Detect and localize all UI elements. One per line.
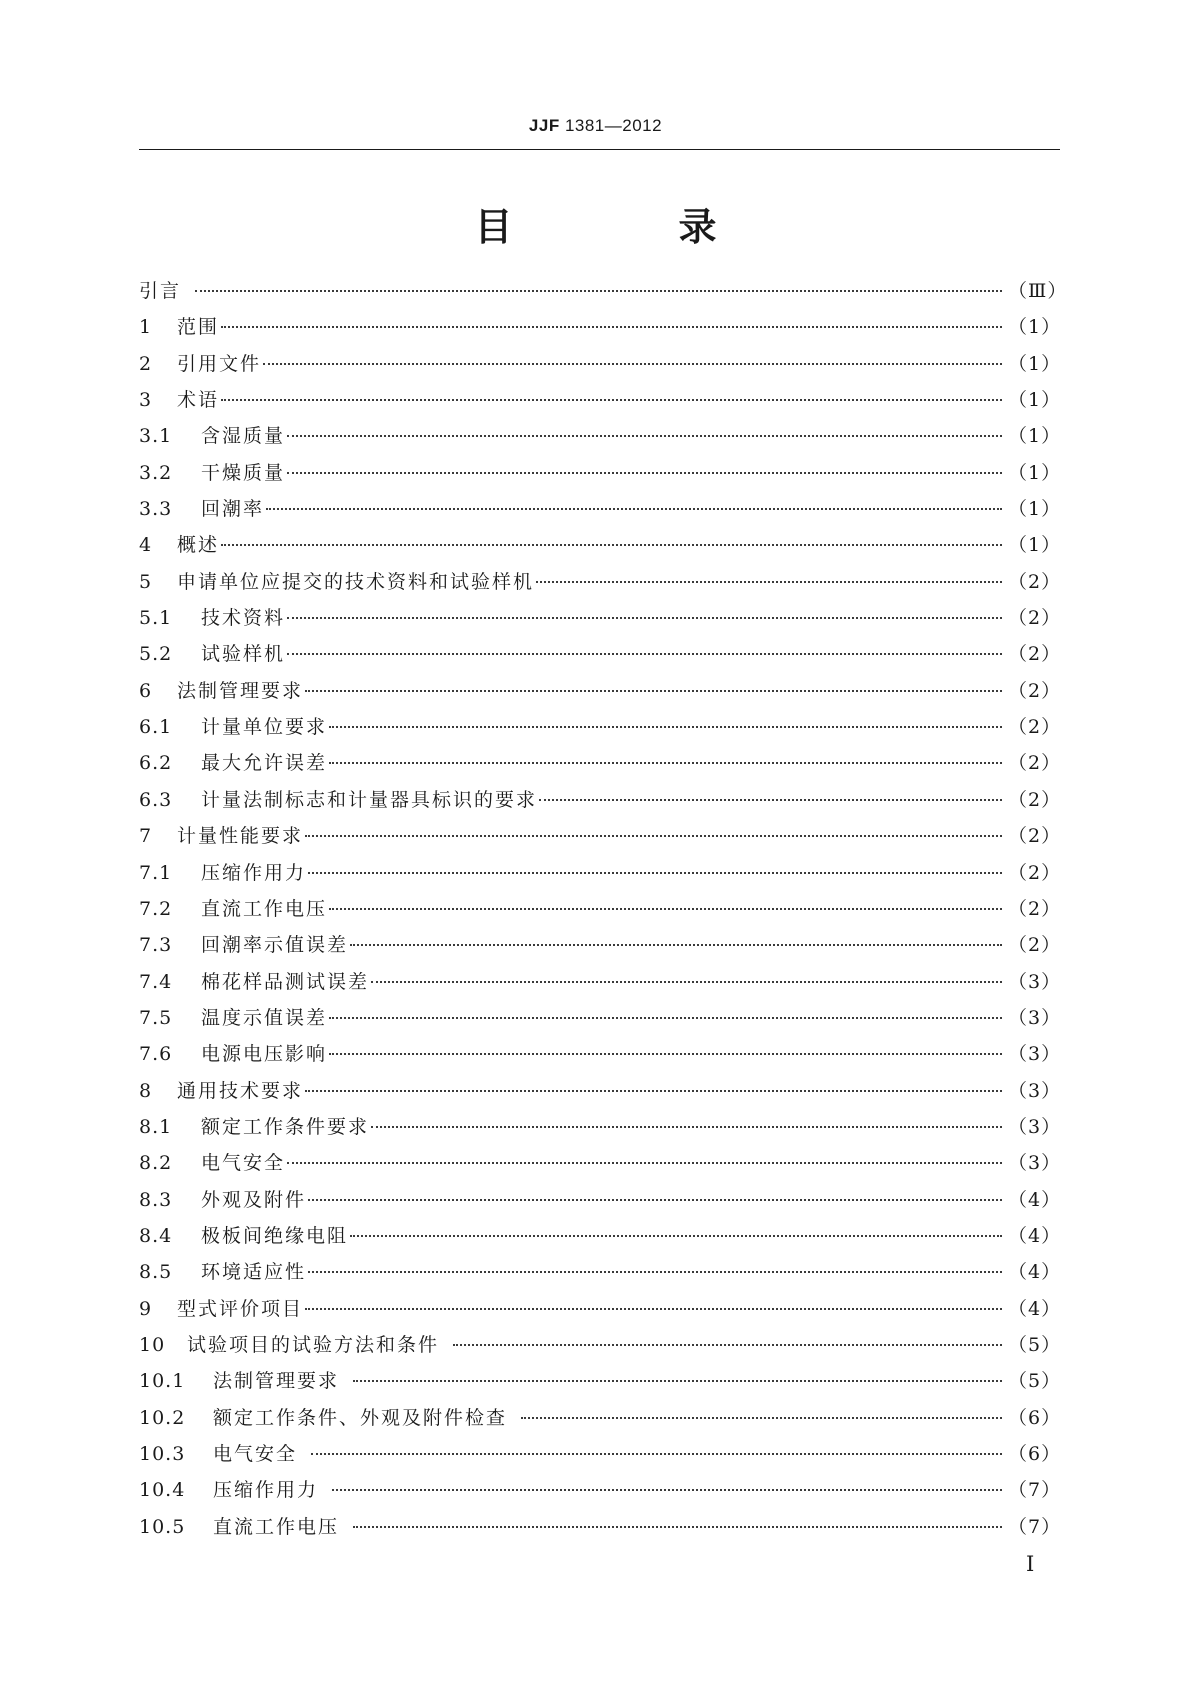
toc-dot-leader <box>539 799 1002 801</box>
toc-entry-number: 5.2 <box>139 643 173 666</box>
toc-entry-title: 回潮率示值误差 <box>201 934 349 957</box>
standard-code-number: 1381—2012 <box>564 116 663 135</box>
toc-entry-number: 6.1 <box>139 716 173 739</box>
toc-entry-title: 压缩作用力 <box>201 861 307 884</box>
toc-dot-leader <box>371 981 1002 983</box>
toc-entry-title: 电气安全 <box>201 1152 286 1175</box>
toc-entry-title: 极板间绝缘电阻 <box>201 1224 349 1247</box>
toc-dot-leader <box>221 326 1002 328</box>
toc-entry-number: 4 <box>139 534 153 557</box>
toc-entry-title: 计量性能要求 <box>177 825 304 848</box>
toc-entry-page: （2） <box>1008 570 1062 593</box>
toc-entry[interactable] <box>139 385 1060 421</box>
toc-entry-number: 8 <box>139 1079 153 1102</box>
toc-entry-number: 2 <box>139 352 153 375</box>
toc-entry-title: 额定工作条件要求 <box>201 1115 370 1138</box>
toc-entry[interactable] <box>139 1185 1060 1221</box>
toc-entry-page: （1） <box>1008 461 1062 484</box>
toc-entry[interactable] <box>139 930 1060 966</box>
toc-entry[interactable] <box>139 858 1060 894</box>
toc-entry-title: 申请单位应提交的技术资料和试验样机 <box>177 570 535 593</box>
toc-dot-leader <box>266 508 1002 510</box>
toc-entry-title: 棉花样品测试误差 <box>201 970 370 993</box>
toc-dot-leader <box>308 872 1002 874</box>
toc-entry-number: 5 <box>139 570 153 593</box>
toc-entry-page: （1） <box>1008 498 1062 521</box>
toc-entry-number: 6 <box>139 679 153 702</box>
toc-entry[interactable] <box>139 894 1060 930</box>
toc-entry-title: 直流工作电压 <box>201 897 328 920</box>
toc-dot-leader <box>305 835 1002 837</box>
toc-entry-title: 温度示值误差 <box>201 1006 328 1029</box>
toc-entry[interactable] <box>139 785 1060 821</box>
toc-entry[interactable] <box>139 1403 1060 1439</box>
toc-entry-number: 8.4 <box>139 1224 173 1247</box>
toc-entry-page: （Ⅲ） <box>1008 280 1068 302</box>
toc-entry-title: 技术资料 <box>201 607 286 630</box>
toc-entry-page: （1） <box>1008 425 1062 448</box>
toc-entry-page: （2） <box>1008 897 1062 920</box>
toc-entry[interactable] <box>139 967 1060 1003</box>
toc-entry[interactable] <box>139 1475 1060 1511</box>
toc-dot-leader <box>308 1199 1002 1201</box>
toc-entry-page: （6） <box>1008 1443 1062 1465</box>
toc-entry[interactable] <box>139 1366 1060 1402</box>
toc-entry[interactable] <box>139 748 1060 784</box>
toc-entry[interactable] <box>139 821 1060 857</box>
toc-entry-title: 电气安全 <box>213 1443 298 1465</box>
toc-entry-page: （3） <box>1008 1006 1062 1029</box>
toc-entry-page: （3） <box>1008 1115 1062 1138</box>
toc-entry-number: 8.5 <box>139 1261 173 1284</box>
toc-dot-leader <box>311 1453 1002 1455</box>
toc-dot-leader <box>195 290 1002 292</box>
toc-dot-leader <box>305 1090 1002 1092</box>
toc-entry-number: 3 <box>139 389 153 412</box>
toc-entry-title: 外观及附件 <box>201 1188 307 1211</box>
toc-entry-number: 6.3 <box>139 788 173 811</box>
toc-entry[interactable] <box>139 1294 1060 1330</box>
toc-entry-number: 6.2 <box>139 752 173 775</box>
toc-entry-number: 10.2 <box>139 1406 186 1429</box>
toc-entry-number: 9 <box>139 1297 153 1320</box>
toc-dot-leader <box>329 1017 1002 1019</box>
toc-entry-page: （4） <box>1008 1224 1062 1247</box>
toc-entry-title: 试验项目的试验方法和条件 <box>187 1333 440 1356</box>
page-number: Ⅰ <box>1026 1552 1035 1576</box>
toc-entry-page: （2） <box>1008 825 1062 848</box>
toc-entry-title: 引用文件 <box>177 352 262 375</box>
toc-dot-leader <box>453 1344 1002 1346</box>
toc-entry-title: 法制管理要求 <box>177 679 304 702</box>
toc-entry-title: 计量单位要求 <box>201 716 328 739</box>
toc-entry-page: （2） <box>1008 861 1062 884</box>
toc-entry-page: （3） <box>1008 1152 1062 1175</box>
toc-entry-title: 回潮率 <box>201 498 265 521</box>
toc-entry-title: 压缩作用力 <box>213 1479 319 1502</box>
toc-entry[interactable] <box>139 676 1060 712</box>
toc-entry-title: 额定工作条件、外观及附件检查 <box>213 1406 508 1429</box>
toc-entry-page: （4） <box>1008 1188 1062 1211</box>
toc-entry-page: （2） <box>1008 934 1062 957</box>
toc-dot-leader <box>329 762 1002 764</box>
toc-entry-page: （7） <box>1008 1515 1062 1538</box>
toc-entry-title: 范围 <box>177 316 220 339</box>
toc-entry[interactable] <box>139 1257 1060 1293</box>
toc-dot-leader <box>287 472 1002 474</box>
toc-entry-page: （5） <box>1008 1370 1062 1393</box>
toc-entry-title: 电源电压影响 <box>201 1043 328 1066</box>
toc-entry-title: 含湿质量 <box>201 425 286 448</box>
running-header <box>0 116 1191 136</box>
toc-entry[interactable] <box>139 349 1060 385</box>
toc-dot-leader <box>521 1417 1002 1419</box>
header-rule <box>139 149 1060 150</box>
page-title: 目 录 <box>474 205 781 249</box>
toc-entry[interactable] <box>139 494 1060 530</box>
toc-entry-number: 3.3 <box>139 498 173 521</box>
toc-entry-number: 7 <box>139 825 153 848</box>
toc-entry-title: 引言 <box>139 280 182 302</box>
toc-dot-leader <box>287 653 1002 655</box>
toc-entry-title: 环境适应性 <box>201 1261 307 1284</box>
toc-dot-leader <box>308 1271 1002 1273</box>
toc-entry-page: （2） <box>1008 643 1062 666</box>
toc-dot-leader <box>332 1489 1002 1491</box>
toc-dot-leader <box>350 1235 1002 1237</box>
toc-entry-page: （1） <box>1008 316 1062 339</box>
toc-entry-number: 7.2 <box>139 897 173 920</box>
toc-entry-title: 通用技术要求 <box>177 1079 304 1102</box>
toc-entry-title: 干燥质量 <box>201 461 286 484</box>
toc-dot-leader <box>287 435 1002 437</box>
toc-dot-leader <box>353 1526 1002 1528</box>
toc-entry[interactable] <box>139 639 1060 675</box>
toc-dot-leader <box>329 726 1002 728</box>
toc-entry-page: （3） <box>1008 970 1062 993</box>
toc-entry-number: 10.1 <box>139 1370 186 1393</box>
toc-entry[interactable] <box>139 603 1060 639</box>
toc-entry-number: 10.4 <box>139 1479 186 1502</box>
toc-entry-title: 直流工作电压 <box>213 1515 340 1538</box>
toc-entry-page: （2） <box>1008 607 1062 630</box>
toc-entry[interactable] <box>139 1512 1060 1548</box>
toc-entry-page: （1） <box>1008 352 1062 375</box>
toc-entry-page: （4） <box>1008 1297 1062 1320</box>
toc-entry[interactable] <box>139 312 1060 348</box>
toc-entry-page: （1） <box>1008 389 1062 412</box>
toc-entry[interactable] <box>139 1076 1060 1112</box>
toc-dot-leader <box>329 1053 1002 1055</box>
toc-entry[interactable] <box>139 1439 1060 1475</box>
toc-entry-number: 8.1 <box>139 1115 173 1138</box>
toc-entry[interactable] <box>139 1148 1060 1184</box>
toc-entry-number: 10.3 <box>139 1443 186 1465</box>
toc-dot-leader <box>287 617 1002 619</box>
toc-entry-title: 术语 <box>177 389 220 412</box>
toc-entry-number: 7.3 <box>139 934 173 957</box>
toc-entry-page: （1） <box>1008 534 1062 557</box>
toc-entry-title: 概述 <box>177 534 220 557</box>
toc-dot-leader <box>329 908 1002 910</box>
toc-dot-leader <box>350 944 1002 946</box>
toc-dot-leader <box>536 581 1002 583</box>
toc-dot-leader <box>221 544 1002 546</box>
toc-entry[interactable] <box>139 1039 1060 1075</box>
toc-entry-page: （5） <box>1008 1333 1062 1356</box>
toc-entry[interactable] <box>139 421 1060 457</box>
toc-entry-page: （7） <box>1008 1479 1062 1502</box>
toc-entry-page: （6） <box>1008 1406 1062 1429</box>
toc-entry-number: 7.6 <box>139 1043 173 1066</box>
toc-entry-number: 10 <box>139 1333 166 1356</box>
toc-dot-leader <box>353 1380 1002 1382</box>
toc-entry-number: 5.1 <box>139 607 173 630</box>
toc-entry[interactable] <box>139 530 1060 566</box>
toc-dot-leader <box>305 1308 1002 1310</box>
toc-entry-number: 7.4 <box>139 970 173 993</box>
toc-entry-page: （3） <box>1008 1079 1062 1102</box>
toc-entry-page: （4） <box>1008 1261 1062 1284</box>
toc-entry-page: （2） <box>1008 716 1062 739</box>
toc-entry-page: （2） <box>1008 752 1062 775</box>
toc-dot-leader <box>287 1162 1002 1164</box>
toc-entry-page: （3） <box>1008 1043 1062 1066</box>
toc-entry-title: 试验样机 <box>201 643 286 666</box>
toc-entry-number: 10.5 <box>139 1515 186 1538</box>
toc-entry[interactable] <box>139 712 1060 748</box>
toc-dot-leader <box>371 1126 1002 1128</box>
toc-dot-leader <box>221 399 1002 401</box>
toc-entry-number: 7.1 <box>139 861 173 884</box>
toc-entry[interactable] <box>139 276 1068 312</box>
toc-entry-number: 7.5 <box>139 1006 173 1029</box>
toc-entry[interactable] <box>139 1112 1060 1148</box>
toc-entry[interactable] <box>139 1221 1060 1257</box>
toc-entry-number: 8.3 <box>139 1188 173 1211</box>
toc-dot-leader <box>263 363 1002 365</box>
toc-entry-number: 3.1 <box>139 425 173 448</box>
toc-entry[interactable] <box>139 567 1060 603</box>
toc-entry[interactable] <box>139 1003 1060 1039</box>
toc-entry-title: 最大允许误差 <box>201 752 328 775</box>
toc-entry-title: 型式评价项目 <box>177 1297 304 1320</box>
toc-entry-number: 1 <box>139 316 153 339</box>
toc-entry[interactable] <box>139 1330 1060 1366</box>
toc-entry-page: （2） <box>1008 679 1062 702</box>
toc-entry-number: 8.2 <box>139 1152 173 1175</box>
toc-entry-title: 计量法制标志和计量器具标识的要求 <box>201 788 538 811</box>
standard-code-prefix: JJF <box>528 116 560 135</box>
toc-entry[interactable] <box>139 458 1060 494</box>
table-of-contents <box>139 276 1068 1548</box>
toc-entry-number: 3.2 <box>139 461 173 484</box>
toc-dot-leader <box>305 690 1002 692</box>
toc-entry-page: （2） <box>1008 788 1062 811</box>
toc-entry-title: 法制管理要求 <box>213 1370 340 1393</box>
